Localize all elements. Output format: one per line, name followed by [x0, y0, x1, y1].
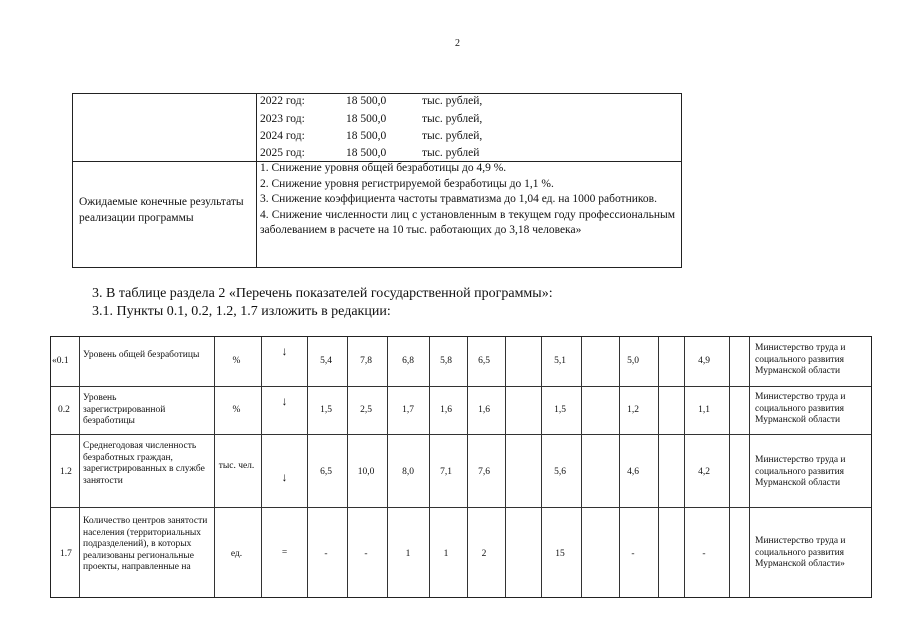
indicator-value: 5,1 — [554, 356, 566, 366]
indicator-name: Количество центров занятости населения (территориальных подразделений), в которых реализованы региональные проекты, направленные на — [83, 516, 208, 572]
indicator-value: 10,0 — [357, 467, 375, 477]
indicator-value: 2 — [481, 549, 487, 559]
indicator-value: 5,0 — [627, 356, 639, 366]
indicator-value: - — [364, 549, 368, 559]
indicator-value: 1,5 — [554, 405, 566, 415]
indicator-number: «0.1 — [52, 356, 69, 366]
paragraph-3-1: 3.1. Пункты 0.1, 0.2, 1.2, 1.7 изложить в редакции: — [92, 304, 391, 319]
column-line — [658, 337, 659, 597]
indicator-unit: % — [232, 356, 241, 366]
column-line — [387, 337, 388, 597]
column-line — [581, 337, 582, 597]
responsible-body: Министерство труда и социального развития Мурманской области — [755, 392, 846, 425]
paragraph-3: 3. В таблице раздела 2 «Перечень показателей государственной программы»: — [92, 286, 553, 301]
indicator-value: 7,6 — [478, 467, 490, 477]
financing-year: 2022 год: — [260, 95, 305, 107]
indicator-unit: % — [232, 405, 241, 415]
indicator-name: Уровень зарегистрированной безработицы — [83, 393, 166, 426]
indicator-value: 4,6 — [627, 467, 639, 477]
financing-value: 18 500,0 — [346, 95, 387, 107]
financing-year: 2023 год: — [260, 113, 305, 125]
indicator-unit: ед. — [230, 549, 243, 559]
column-line — [79, 337, 80, 597]
financing-unit: тыс. рублей, — [422, 95, 483, 107]
trend-arrow-icon: ↓ — [281, 470, 288, 484]
indicator-name: Среднегодовая численность безработных граждан, зарегистрированных в службе занятости — [83, 441, 205, 486]
indicator-value: 5,6 — [554, 467, 566, 477]
indicator-value: 1,6 — [478, 405, 490, 415]
indicator-value: 2,5 — [360, 405, 372, 415]
row-line — [51, 386, 871, 387]
indicator-value: 1,7 — [402, 405, 414, 415]
indicator-value: 1,6 — [440, 405, 452, 415]
indicator-value: 5,8 — [440, 356, 452, 366]
indicator-value: 7,8 — [360, 356, 372, 366]
indicator-value: 15 — [555, 549, 565, 559]
row-line — [51, 507, 871, 508]
results-label: Ожидаемые конечные результаты реализации программы — [79, 196, 244, 224]
indicator-value: 4,9 — [698, 356, 710, 366]
indicator-value: 1,1 — [698, 405, 710, 415]
financing-value: 18 500,0 — [346, 147, 387, 159]
responsible-body: Министерство труда и социального развития Мурманской области — [755, 343, 846, 376]
trend-arrow-icon: ↓ — [281, 394, 288, 408]
indicator-value: 6,5 — [478, 356, 490, 366]
indicator-value: 6,5 — [320, 467, 332, 477]
indicator-number: 0.2 — [58, 405, 70, 415]
indicator-value: 8,0 — [402, 467, 414, 477]
financing-year: 2025 год: — [260, 147, 305, 159]
indicator-value: - — [702, 549, 706, 559]
column-line — [749, 337, 750, 597]
indicator-value: 5,4 — [320, 356, 332, 366]
financing-unit: тыс. рублей, — [422, 113, 483, 125]
responsible-body: Министерство труда и социального развития Мурманской области» — [755, 536, 846, 569]
indicator-value: 7,1 — [440, 467, 452, 477]
indicator-value: - — [631, 549, 635, 559]
column-line — [505, 337, 506, 597]
financing-unit: тыс. рублей, — [422, 130, 483, 142]
financing-year: 2024 год: — [260, 130, 305, 142]
indicator-value: 1,2 — [627, 405, 639, 415]
trend-equal-icon: = — [281, 548, 288, 558]
indicator-value: 1 — [443, 549, 449, 559]
financing-value: 18 500,0 — [346, 113, 387, 125]
indicator-name: Уровень общей безработицы — [83, 350, 200, 360]
indicator-number: 1.2 — [60, 467, 72, 477]
results-list — [260, 161, 675, 239]
result-item: 4. Снижение численности лиц с установленным в текущем году профессиональным заболеванием в расчете на 10 тыс. работающих до 3,18 человека» — [260, 208, 675, 236]
table-divider — [256, 94, 257, 267]
indicator-value: 4,2 — [698, 467, 710, 477]
indicator-unit: тыс. чел. — [218, 461, 255, 471]
column-line — [729, 337, 730, 597]
trend-arrow-icon: ↓ — [281, 344, 288, 358]
indicator-value: 1 — [405, 549, 411, 559]
indicator-value: 6,8 — [402, 356, 414, 366]
indicator-value: 1,5 — [320, 405, 332, 415]
indicator-value: - — [324, 549, 328, 559]
financing-unit: тыс. рублей — [422, 147, 480, 159]
result-item: 2. Снижение уровня регистрируемой безработицы до 1,1 %. — [260, 177, 554, 190]
result-item: 3. Снижение коэффициента частоты травматизма до 1,04 ед. на 1000 работников. — [260, 193, 657, 205]
indicator-number: 1.7 — [60, 549, 72, 559]
financing-value: 18 500,0 — [346, 130, 387, 142]
result-item: 1. Снижение уровня общей безработицы до 4,9 %. — [260, 162, 507, 174]
responsible-body: Министерство труда и социального развития Мурманской области — [755, 455, 846, 488]
row-line — [51, 434, 871, 435]
page-number: 2 — [455, 38, 460, 49]
